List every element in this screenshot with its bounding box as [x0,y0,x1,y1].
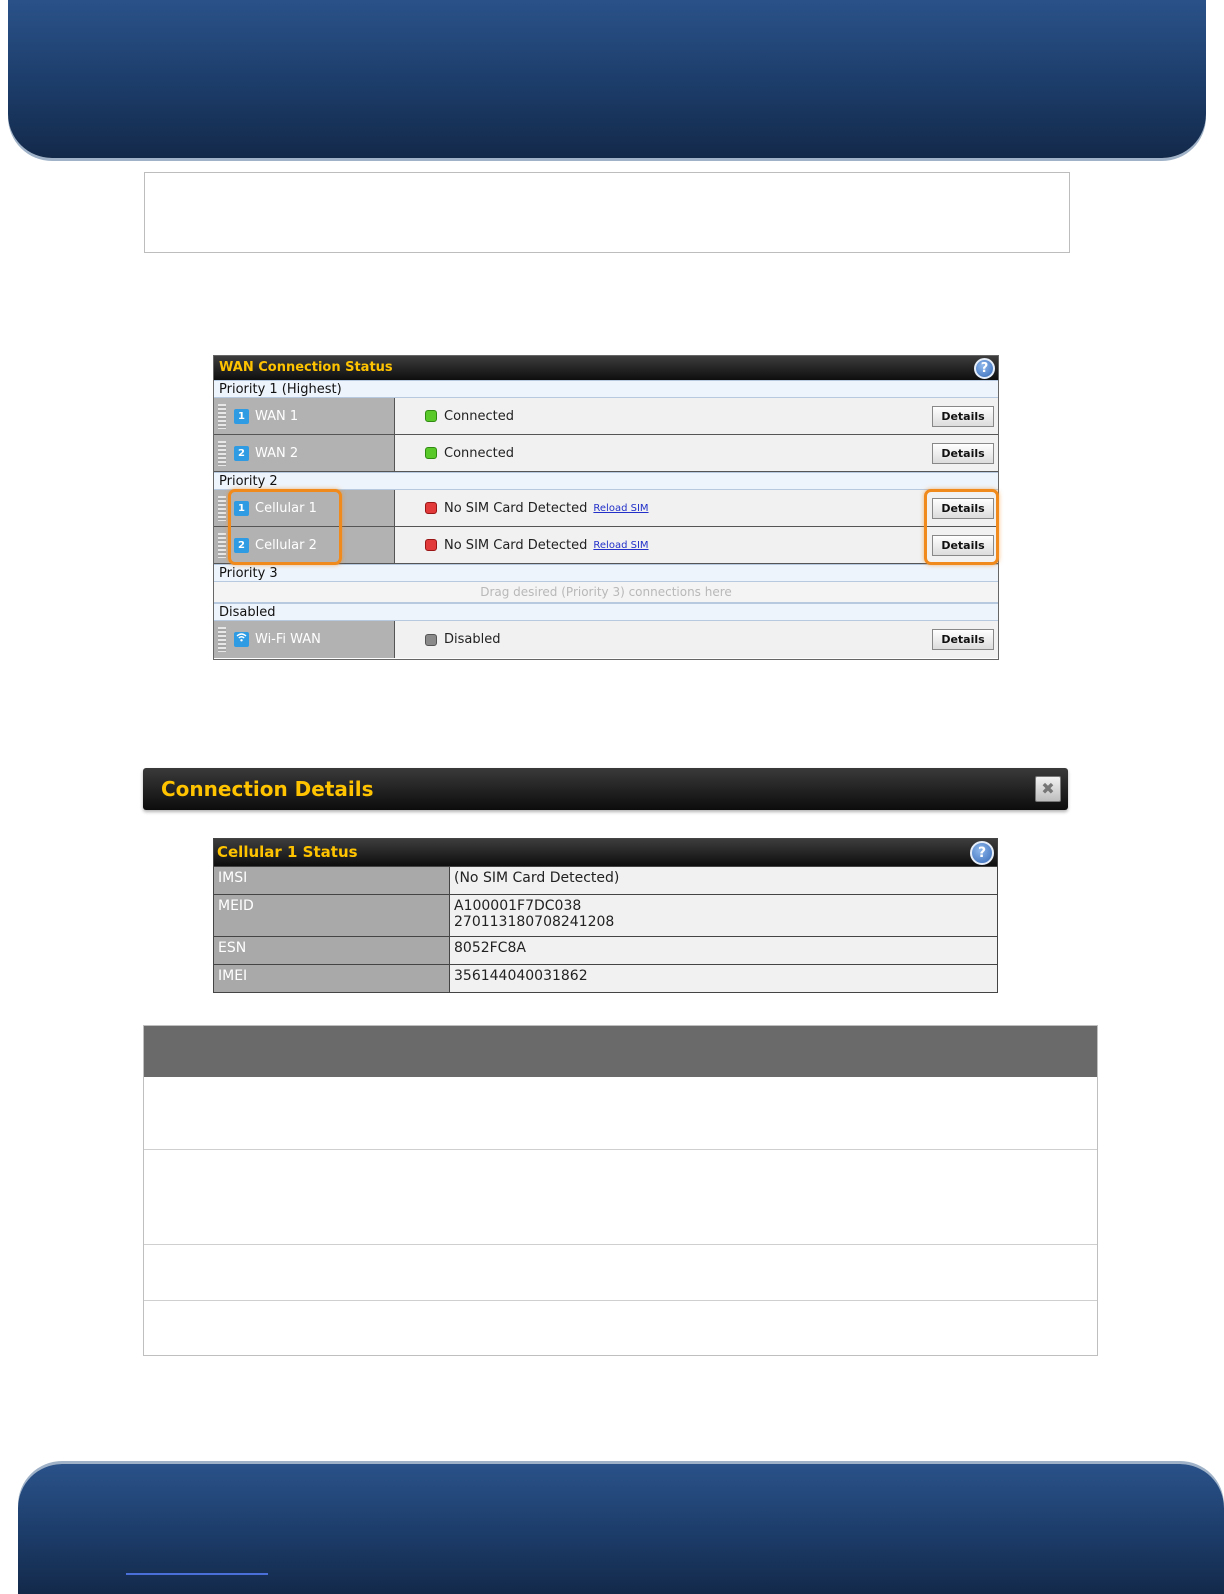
details-buttons-highlight [924,489,999,565]
wan-row-wifi [214,621,998,658]
footer-link-underline[interactable] [126,1573,268,1575]
connection-name: WAN 1 [255,408,299,424]
status-grey-icon [425,634,437,646]
cellular-icon: 1 [234,501,249,516]
connection-details-title: Connection Details [161,777,374,801]
status-red-icon [425,502,437,514]
help-icon[interactable]: ? [970,841,994,865]
cellular-status-panel [213,838,998,993]
wan-number-icon: 2 [234,446,249,461]
reference-table [143,1025,1098,1356]
details-button[interactable]: Details [932,406,994,427]
field-value: 356144040031862 [450,965,997,992]
drag-handle-icon[interactable] [218,496,226,521]
connection-details-header [143,768,1068,810]
drag-handle-icon[interactable] [218,627,226,652]
connection-name: Cellular 1 [255,500,317,516]
status-cell [395,398,998,434]
status-text: No SIM Card Detected [444,500,588,516]
status-cell [395,490,998,526]
field-label: ESN [214,937,450,964]
wifi-icon [234,632,249,647]
table-row [214,936,997,964]
field-label: MEID [214,895,450,936]
wan-status-title-bar [214,356,998,380]
table-row [144,1300,1097,1355]
priority-1-label: Priority 1 (Highest) [214,380,998,398]
table-row [214,964,997,992]
page-header-band [8,0,1206,158]
reload-sim-link[interactable]: Reload SIM [593,502,649,514]
field-label: IMSI [214,867,450,894]
table-row [214,866,997,894]
table-row [214,894,997,936]
wan-number-icon: 1 [234,409,249,424]
connection-name-cell[interactable] [214,398,395,434]
reload-sim-link[interactable]: Reload SIM [593,539,649,551]
connection-name-cell[interactable] [214,621,395,658]
details-button[interactable]: Details [932,629,994,650]
status-green-icon [425,447,437,459]
connection-name: Cellular 2 [255,537,317,553]
field-value [450,895,997,936]
help-icon[interactable]: ? [974,358,995,379]
connection-name-cell[interactable] [214,435,395,471]
status-text: No SIM Card Detected [444,537,588,553]
field-value: 8052FC8A [450,937,997,964]
priority-2-label: Priority 2 [214,472,998,490]
status-cell [395,435,998,471]
status-text: Connected [444,408,515,424]
close-icon[interactable]: ✖ [1035,776,1061,802]
wan-row-wan2 [214,435,998,472]
note-box [144,172,1070,253]
status-cell [395,621,998,658]
table-row [144,1149,1097,1244]
connection-name: WAN 2 [255,445,299,461]
wan-status-title: WAN Connection Status [219,360,393,375]
cellular-names-highlight [228,489,342,565]
cellular-icon: 2 [234,538,249,553]
drag-handle-icon[interactable] [218,441,226,466]
details-button[interactable]: Details [932,498,994,519]
priority-3-label: Priority 3 [214,564,998,582]
status-red-icon [425,539,437,551]
connection-name: Wi-Fi WAN [255,632,321,647]
meid-line-1: A100001F7DC038 [454,898,582,914]
drag-handle-icon[interactable] [218,404,226,429]
field-value: (No SIM Card Detected) [450,867,997,894]
drag-handle-icon[interactable] [218,533,226,558]
disabled-label: Disabled [214,603,998,621]
wan-row-wan1 [214,398,998,435]
status-cell [395,527,998,563]
table-row [144,1244,1097,1300]
cellular-status-title: Cellular 1 Status [217,843,358,861]
status-text: Disabled [444,632,501,647]
reference-table-header [144,1026,1097,1077]
details-button[interactable]: Details [932,443,994,464]
cellular-status-title-bar [214,839,997,866]
field-label: IMEI [214,965,450,992]
priority-3-drop-zone[interactable]: Drag desired (Priority 3) connections here [214,582,998,603]
meid-line-2: 270113180708241208 [454,914,615,930]
table-row [144,1077,1097,1149]
status-green-icon [425,410,437,422]
details-button[interactable]: Details [932,535,994,556]
status-text: Connected [444,445,515,461]
